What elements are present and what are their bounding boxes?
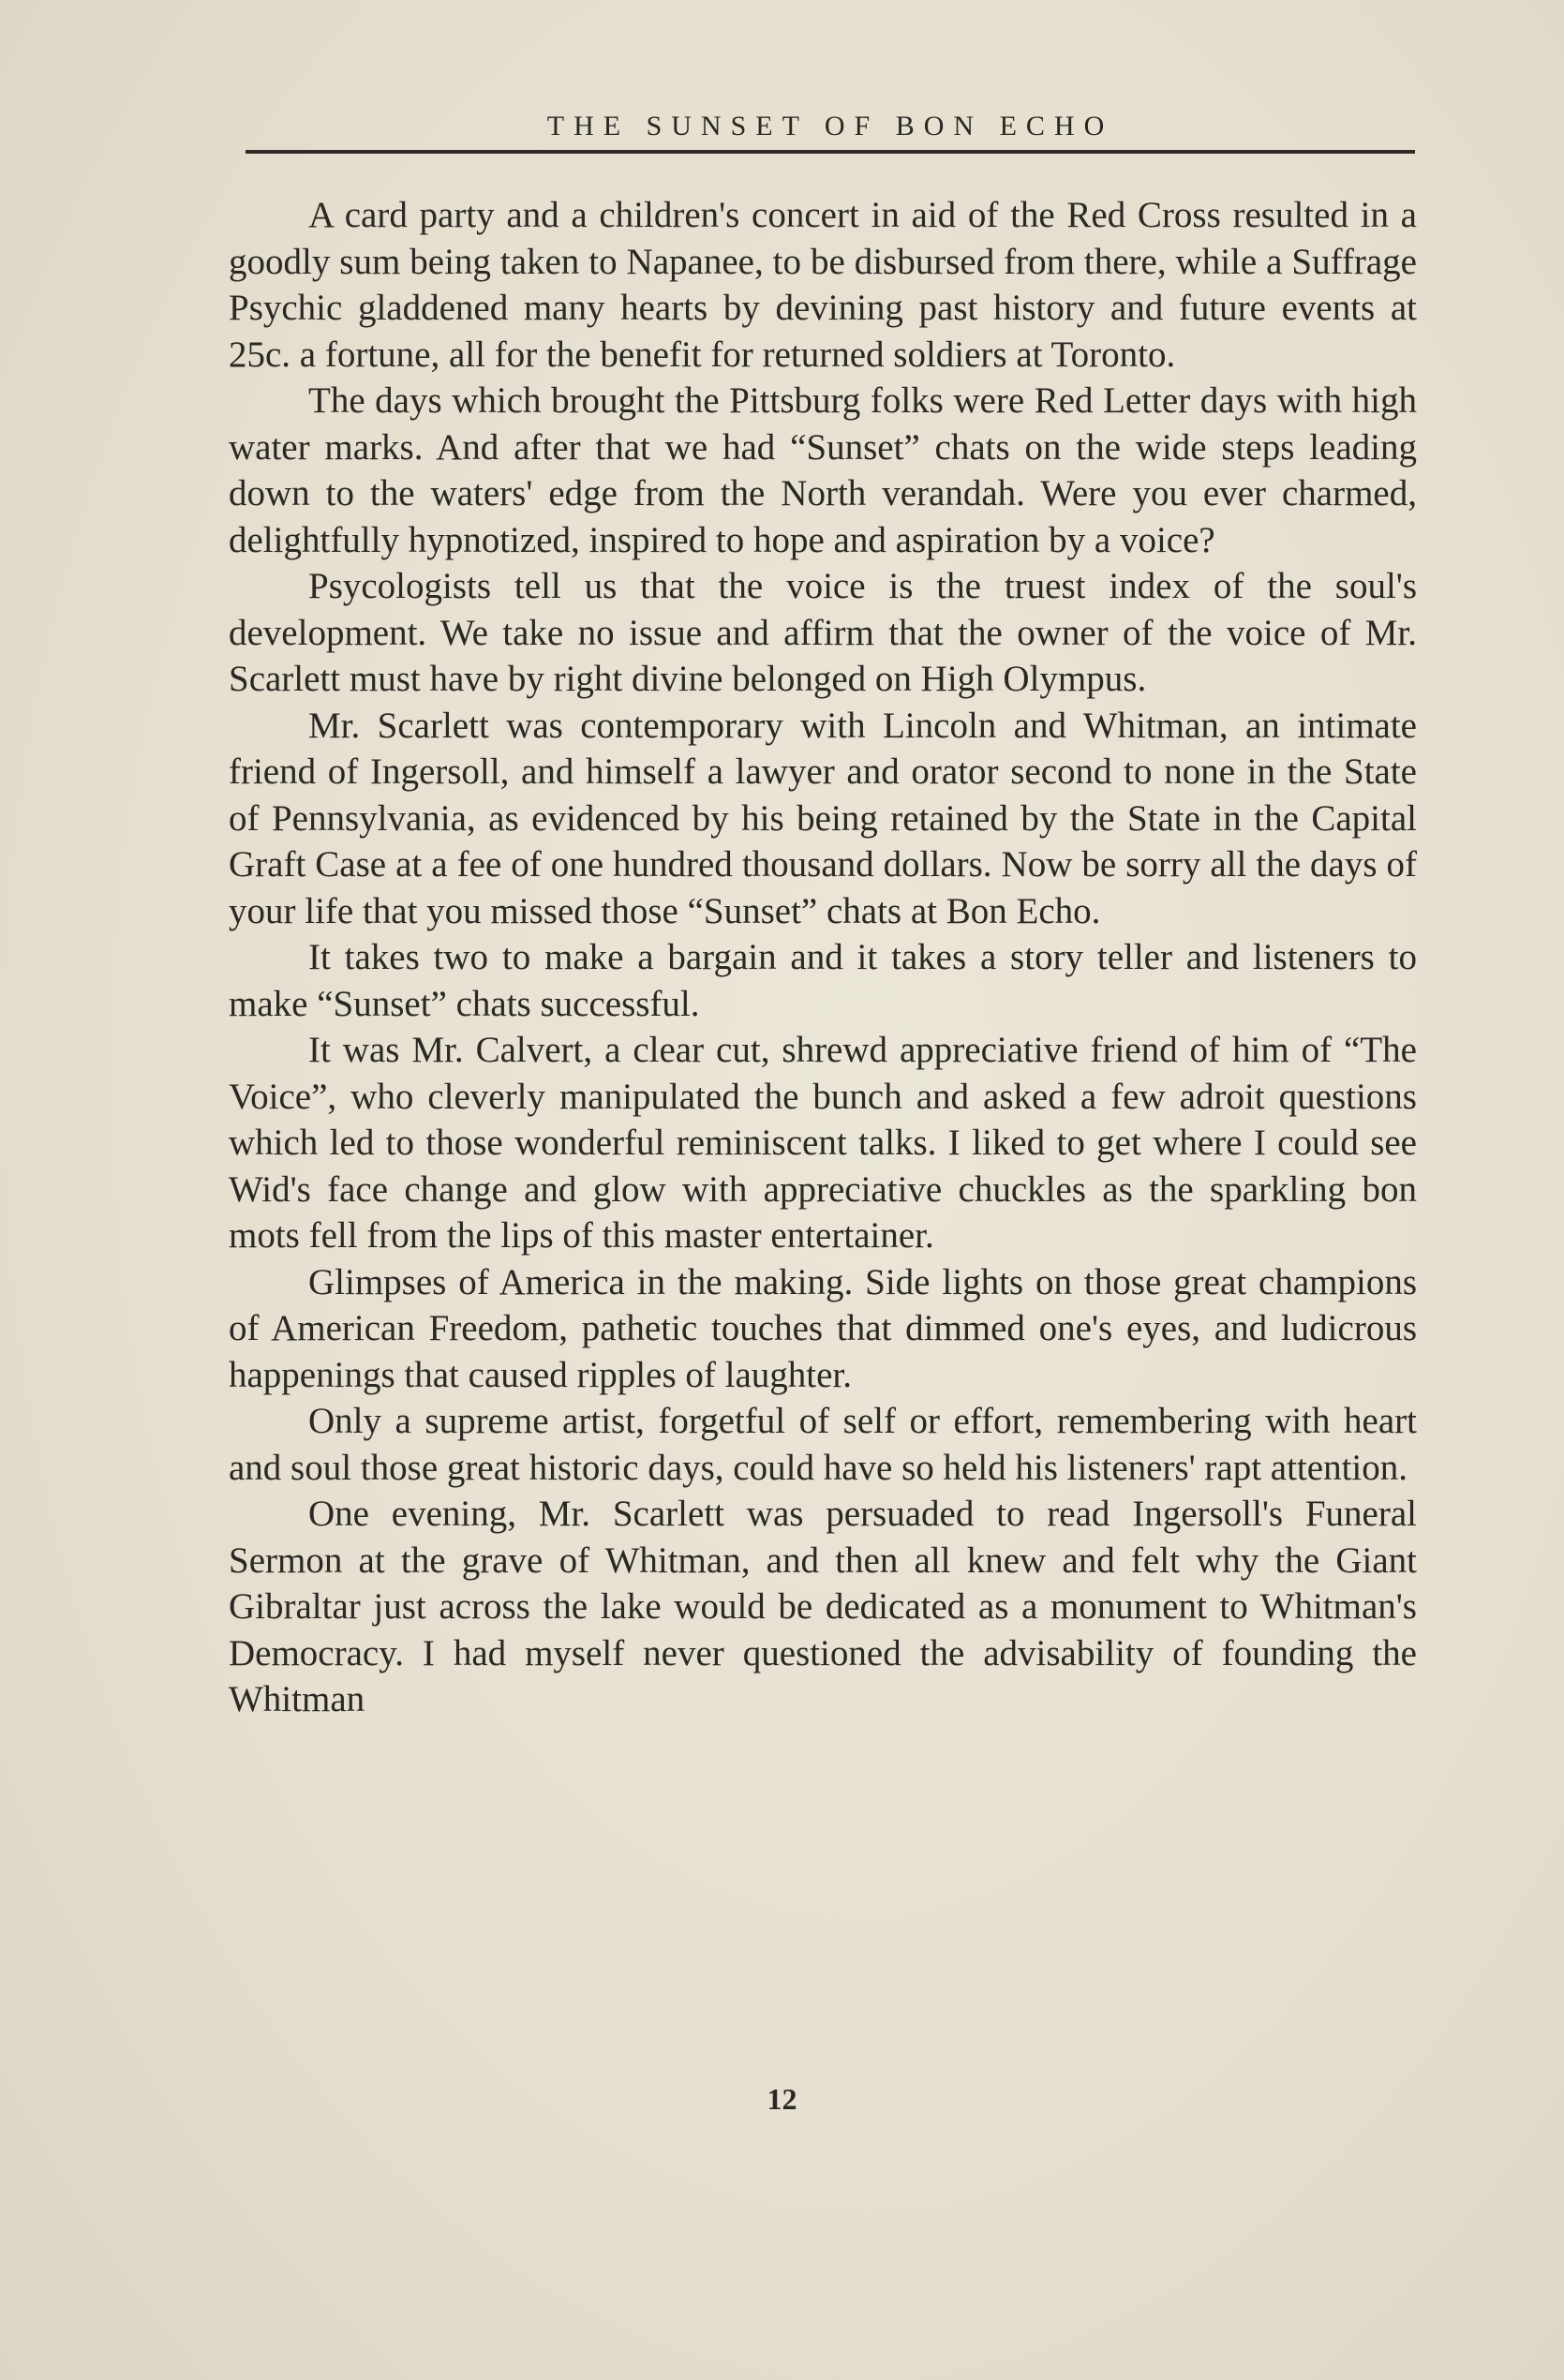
running-head: THE SUNSET OF BON ECHO bbox=[546, 111, 1114, 141]
paragraph: Glimpses of America in the making. Side lights on those great champions of American Freedom, pathetic touches that dimmed one's eyes, and ludicrous happenings that caused ripples of laughter. bbox=[229, 1261, 1417, 1395]
paragraph: It takes two to make a bargain and it takes a story teller and listeners to make “Sunset” chats successful. bbox=[229, 937, 1417, 1024]
paragraph: Only a supreme artist, forgetful of self or effort, remembering with heart and soul those great historic days, could have so held his listeners' rapt attention. bbox=[229, 1401, 1417, 1488]
paragraph: It was Mr. Calvert, a clear cut, shrewd appreciative friend of him of “The Voice”, who cleverly manipulated the bunch and asked a few adroit questions which led to those wonderful reminiscent talks. I liked to get where I could see Wid's face change and glow with appreciative chuckles as the sparkling bon mots fell from the lips of this master entertainer. bbox=[229, 1030, 1417, 1256]
page-number: 12 bbox=[767, 2082, 797, 2116]
paragraph: Psycologists tell us that the voice is the truest index of the soul's development. We take no issue and affirm that the owner of the voice of Mr. Scarlett must have by right divine belonged on High Olympus. bbox=[229, 566, 1417, 699]
paragraph: A card party and a children's concert in aid of the Red Cross resulted in a goodly sum being taken to Napanee, to be disbursed from there, while a Suffrage Psychic gladdened many hearts by devining past history and future events at 25c. a fortune, all for the benefit for returned soldiers at Toronto. bbox=[229, 195, 1417, 375]
body-text bbox=[229, 192, 1417, 1723]
header-rule bbox=[246, 150, 1415, 154]
paragraph: The days which brought the Pittsburg folks were Red Letter days with high water marks. And after that we had “Sunset” chats on the wide steps leading down to the waters' edge from the North verandah. Were you ever charmed, delightfully hypnotized, inspired to hope and aspiration by a voice? bbox=[229, 380, 1417, 560]
paragraph: One evening, Mr. Scarlett was persuaded to read Ingersoll's Funeral Sermon at the grave of Whitman, and then all knew and felt why the Giant Gibraltar just across the lake would be dedicated as a monument to Whitman's Democracy. I had myself never questioned the advisability of founding the Whitman bbox=[229, 1494, 1417, 1719]
paragraph: Mr. Scarlett was contemporary with Lincoln and Whitman, an intimate friend of Ingersoll, and himself a lawyer and orator second to none in the State of Pennsylvania, as evidenced by his being retained by the State in the Capital Graft Case at a fee of one hundred thousand dollars. Now be sorry all the days of your life that you missed those “Sunset” chats at Bon Echo. bbox=[229, 705, 1417, 931]
